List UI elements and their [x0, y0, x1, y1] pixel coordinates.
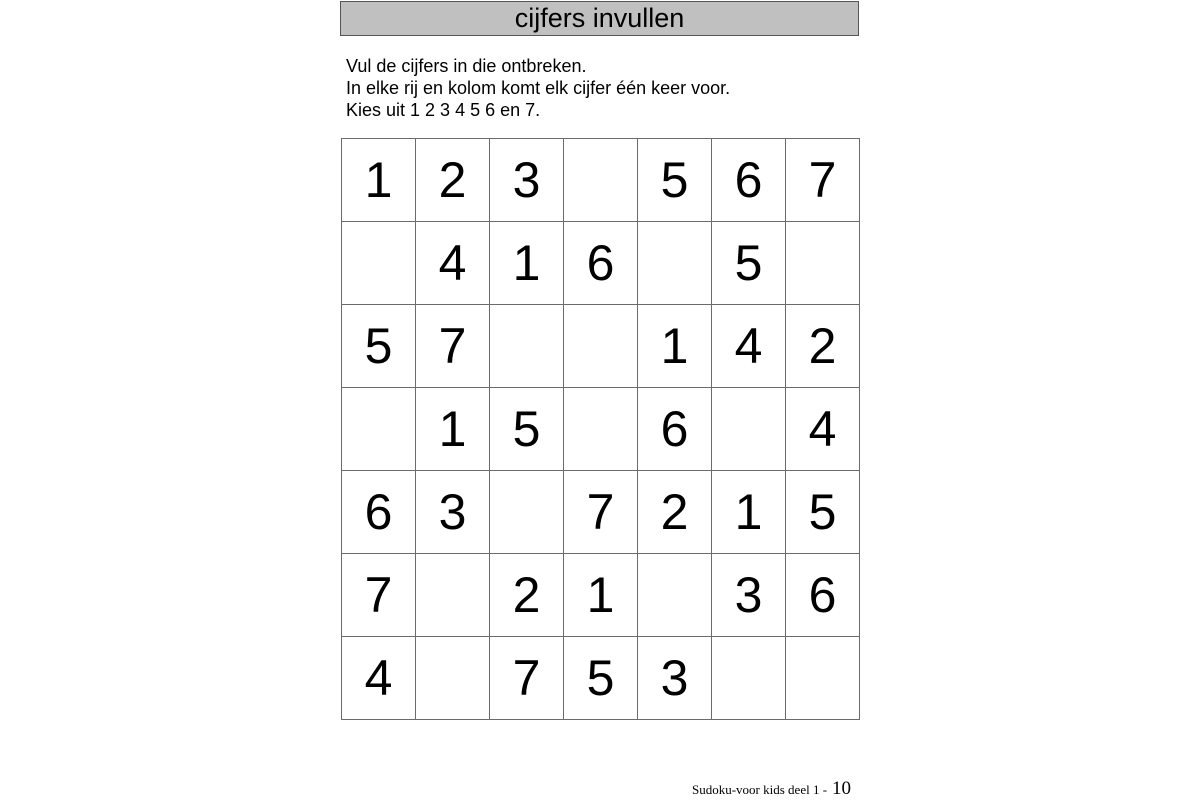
- grid-cell[interactable]: 5: [342, 305, 416, 388]
- grid-cell[interactable]: 6: [712, 139, 786, 222]
- grid-cell[interactable]: 6: [638, 388, 712, 471]
- instructions: [346, 55, 866, 121]
- grid-cell[interactable]: 4: [416, 222, 490, 305]
- grid-cell[interactable]: [564, 388, 638, 471]
- grid-row: [342, 139, 860, 222]
- grid-cell[interactable]: 7: [786, 139, 860, 222]
- page-footer: [692, 778, 851, 800]
- grid-row: [342, 222, 860, 305]
- page-title: [340, 1, 859, 36]
- grid-cell[interactable]: 4: [342, 637, 416, 720]
- grid-cell[interactable]: [490, 305, 564, 388]
- grid-cell[interactable]: [342, 388, 416, 471]
- grid-cell[interactable]: 1: [712, 471, 786, 554]
- grid-cell[interactable]: 3: [416, 471, 490, 554]
- grid-cell[interactable]: 3: [490, 139, 564, 222]
- grid-cell[interactable]: [416, 554, 490, 637]
- grid-cell[interactable]: 5: [564, 637, 638, 720]
- grid-cell[interactable]: [342, 222, 416, 305]
- grid-cell[interactable]: [416, 637, 490, 720]
- grid-cell[interactable]: 7: [564, 471, 638, 554]
- page-number: 10: [832, 778, 852, 799]
- grid-cell[interactable]: [786, 637, 860, 720]
- page-title-text: cijfers invullen: [514, 3, 685, 33]
- grid-cell[interactable]: 1: [564, 554, 638, 637]
- grid-cell[interactable]: [490, 471, 564, 554]
- instruction-line: Vul de cijfers in die ontbreken.: [346, 56, 587, 76]
- grid-cell[interactable]: 5: [786, 471, 860, 554]
- grid-row: [342, 471, 860, 554]
- grid-cell[interactable]: 2: [416, 139, 490, 222]
- sudoku-grid: [341, 138, 860, 720]
- grid-cell[interactable]: [786, 222, 860, 305]
- grid-row: [342, 554, 860, 637]
- grid-row: [342, 388, 860, 471]
- grid-cell[interactable]: 6: [564, 222, 638, 305]
- grid-cell[interactable]: 3: [638, 637, 712, 720]
- grid-cell[interactable]: 1: [638, 305, 712, 388]
- grid-cell[interactable]: [564, 139, 638, 222]
- grid-cell[interactable]: [564, 305, 638, 388]
- grid-cell[interactable]: [712, 637, 786, 720]
- grid-cell[interactable]: 4: [786, 388, 860, 471]
- grid-cell[interactable]: 3: [712, 554, 786, 637]
- grid-cell[interactable]: 1: [342, 139, 416, 222]
- grid-cell[interactable]: [638, 222, 712, 305]
- grid-cell[interactable]: 6: [342, 471, 416, 554]
- instruction-line: Kies uit 1 2 3 4 5 6 en 7.: [346, 100, 541, 120]
- grid-cell[interactable]: 2: [490, 554, 564, 637]
- grid-cell[interactable]: 7: [342, 554, 416, 637]
- grid-cell[interactable]: 7: [490, 637, 564, 720]
- grid-row: [342, 637, 860, 720]
- grid-cell[interactable]: [712, 388, 786, 471]
- grid-cell[interactable]: 2: [786, 305, 860, 388]
- footer-label: Sudoku-voor kids deel 1 -: [692, 782, 828, 797]
- grid-cell[interactable]: 5: [712, 222, 786, 305]
- grid-cell[interactable]: 6: [786, 554, 860, 637]
- grid-cell[interactable]: 5: [638, 139, 712, 222]
- grid-cell[interactable]: 7: [416, 305, 490, 388]
- grid-cell[interactable]: [638, 554, 712, 637]
- grid-cell[interactable]: 1: [490, 222, 564, 305]
- grid-cell[interactable]: 4: [712, 305, 786, 388]
- grid-row: [342, 305, 860, 388]
- grid-cell[interactable]: 1: [416, 388, 490, 471]
- instruction-line: In elke rij en kolom komt elk cijfer één keer voor.: [346, 78, 731, 98]
- grid-cell[interactable]: 5: [490, 388, 564, 471]
- grid-cell[interactable]: 2: [638, 471, 712, 554]
